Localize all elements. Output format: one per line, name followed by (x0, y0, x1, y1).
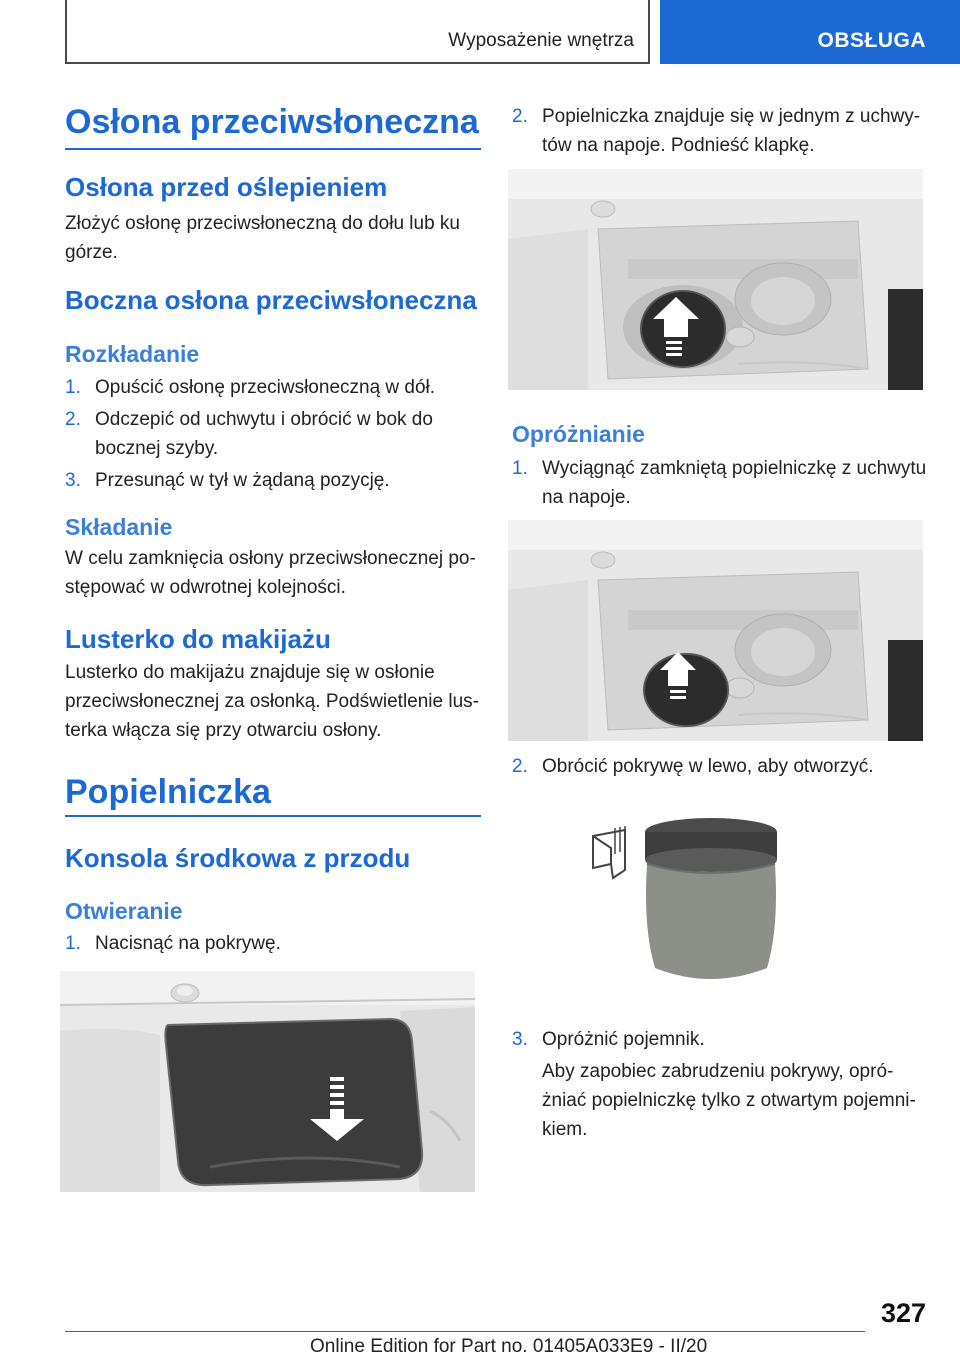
heading-opening: Otwieranie (65, 898, 183, 924)
header-section-box (65, 0, 650, 64)
header-section-title: Wyposażenie wnętrza (448, 30, 634, 51)
footer-rule (65, 1331, 865, 1332)
page-number: 327 (880, 1298, 926, 1328)
list-item: 1. Opuścić osłonę przeciwsłoneczną w dół. (65, 377, 436, 398)
heading-unfolding: Rozkładanie (65, 341, 200, 367)
footer-edition: Online Edition for Part no. 01405A033E9 - II/20 (310, 1336, 708, 1357)
list-item: 3. Opróżnić pojemnik. (512, 1029, 705, 1050)
heading-folding: Składanie (65, 514, 173, 540)
paragraph-empty-note: Aby zapobiec zabrudzeniu pokrywy, opró- żniać popielniczkę tylko z otwartym pojemni- kiem. (542, 1061, 916, 1140)
heading-side-visor: Boczna osłona przeciwsłoneczna (65, 285, 477, 315)
header-chapter-label: OBSŁUGA (817, 29, 926, 52)
list-item: 3. Przesunąć w tył w żądaną pozycję. (65, 470, 390, 491)
ashtray-cover-illustration (60, 971, 475, 1192)
paragraph-mirror: Lusterko do makijażu znajduje się w osłonie przeciwsłonecznej za osłonką. Podświetlenie lus- terka włącza się przy otwarciu osłony. (65, 662, 479, 741)
list-item: 1. Wyciągnąć zamkniętą popielniczkę z uchwytu na napoje. (512, 458, 927, 508)
heading-emptying: Opróżnianie (512, 421, 645, 447)
header-chapter-tab (660, 0, 960, 64)
ashtray-container-illustration (585, 808, 790, 990)
heading-rule (65, 148, 481, 150)
heading-sun-visor: Osłona przeciwsłoneczna (65, 103, 479, 141)
heading-ashtray: Popielniczka (65, 773, 271, 811)
heading-glare-shield: Osłona przed oślepieniem (65, 172, 388, 202)
list-item: 2. Odczepić od uchwytu i obrócić w bok do bocznej szyby. (65, 409, 433, 459)
heading-vanity-mirror: Lusterko do makijażu (65, 624, 331, 654)
cupholder-lift-illustration (508, 169, 923, 390)
list-item: 2. Popielniczka znajduje się w jednym z uchwy- tów na napoje. Podnieść klapkę. (512, 106, 921, 156)
heading-rule (65, 815, 481, 817)
heading-front-console: Konsola środkowa z przodu (65, 843, 411, 873)
paragraph-folding: W celu zamknięcia osłony przeciwsłonecznej po- stępować w odwrotnej kolejności. (65, 548, 476, 598)
list-item: 2. Obrócić pokrywę w lewo, aby otworzyć. (512, 756, 874, 777)
list-item: 1. Nacisnąć na pokrywę. (65, 933, 281, 954)
paragraph-glare: Złożyć osłonę przeciwsłoneczną do dołu lub ku górze. (65, 213, 460, 263)
ashtray-removed-illustration (508, 520, 923, 741)
